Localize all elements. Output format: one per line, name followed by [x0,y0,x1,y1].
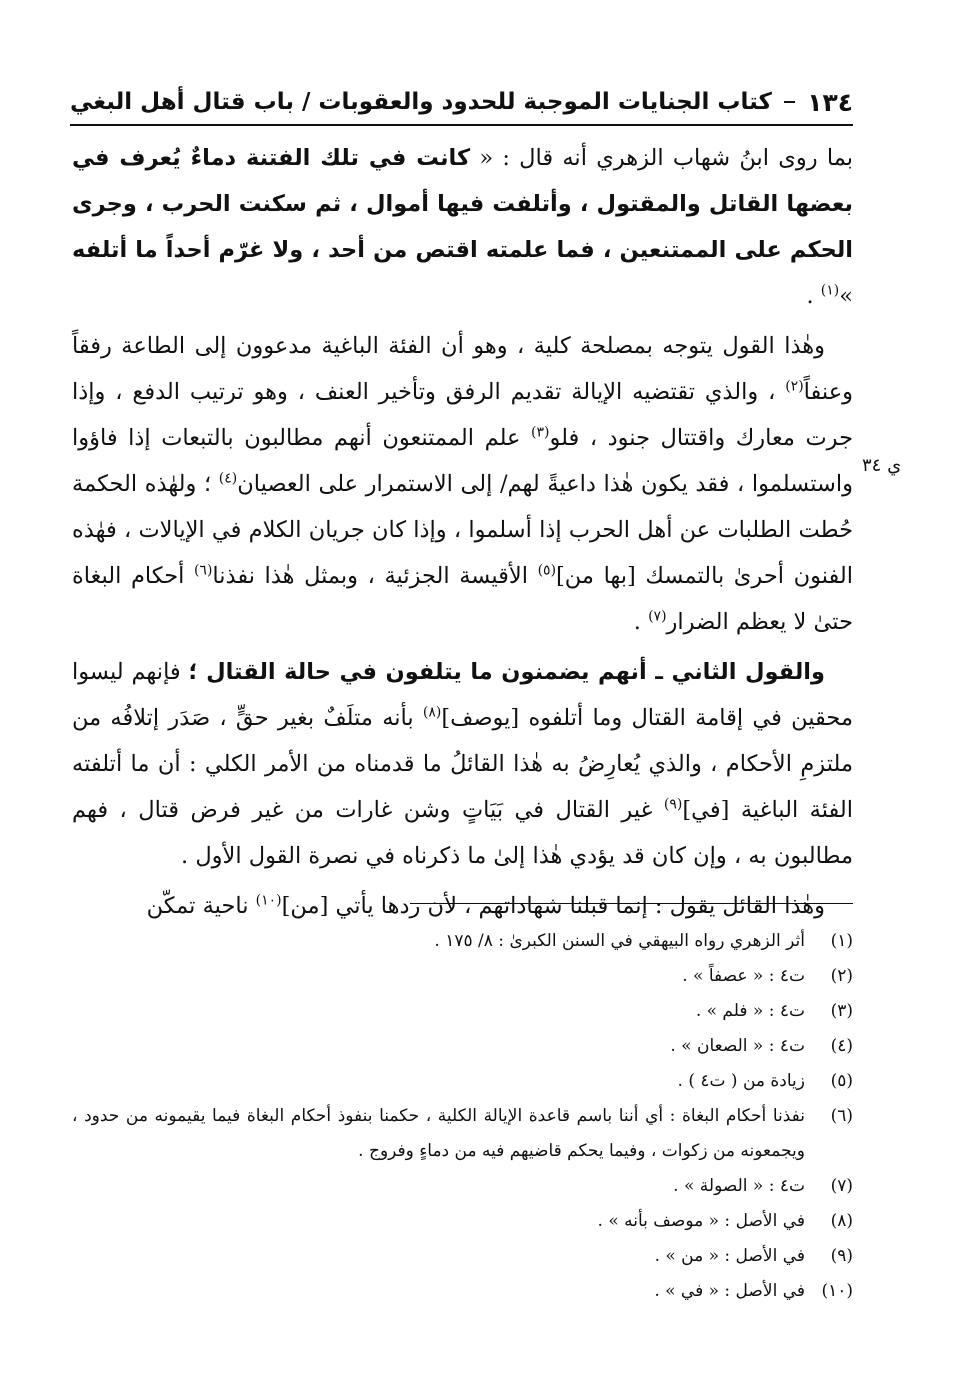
footnote-number: (٣) [830,1001,853,1021]
footnote-text: ت٤ : « عصفاً » . [682,966,805,986]
footnote-item [72,1274,853,1309]
footnote-number: (١) [830,931,853,951]
page-number: ١٣٤ [807,87,853,117]
text-run: فإنهم ليسوا محقين في إقامة القتال وما أتلفوه [يوصف] [72,659,854,731]
footnote-text: في الأصل : « في » . [654,1281,805,1301]
footnote-number: (٨) [830,1211,853,1231]
text-run: وهٰذا القائل يقول : إنما قبلنا شهاداتهم ، لأن ردها يأتي [من] [281,893,825,919]
footnote-item [72,1029,853,1064]
footnote-item [72,1204,853,1239]
footnote-text: في الأصل : « موصف بأنه » . [597,1211,805,1231]
text-run: . [633,609,649,635]
footnote-item [72,924,853,959]
footnote-ref-7: (٧) [648,608,667,625]
paragraph-2 [72,323,853,645]
text-run: وهٰذا القول يتوجه بمصلحة كلية ، وهو أن الفئة الباغية مدعوون إلى الطاعة رفقاً وعنفاً [72,333,853,405]
footnote-item [72,1239,853,1274]
footnote-text: ت٤ : « الصعان » . [670,1036,805,1056]
footnote-ref-8: (٨) [422,704,442,721]
footnote-ref-10: (١٠) [255,892,282,909]
footnote-text: نفذنا أحكام البغاة : أي أننا باسم قاعدة الإيالة الكلية ، حكمنا بنفوذ أحكام البغاة فيما يقيمونه من حدود ، ويجمعونه من زكوات ، وفيما يحكم قاضيهم فيه من دماءٍ وفروج . [72,1106,805,1161]
margin-page-reference: ي ٣٤ [862,455,902,476]
text-run: الأقيسة الجزئية ، وبمثل هٰذا نفذنا [212,563,538,589]
footnote-ref-3: (٣) [531,424,550,441]
footnote-item [72,959,853,994]
footnotes [72,924,853,1309]
text-run: ؛ ولهٰذه الحكمة حُطت الطلبات عن أهل الحرب إذا أسلموا ، وإذا كان جريان الكلام في الإيالات ، فهٰذه الفنون أحرىٰ بالتمسك [بها من] [72,471,854,589]
footnote-ref-2: (٢) [785,378,804,395]
paragraph-1 [72,135,853,319]
paragraph-4 [72,883,853,929]
text-run: علم الممتنعون أنهم مطالبون بالتبعات إذا فاؤوا واستسلموا ، فقد يكون هٰذا داعيةً لهم/ إلى الاستمرار على العصيان [72,425,853,497]
running-header [70,82,853,122]
footnote-number: (٩) [830,1246,853,1266]
footnote-ref-6: (٦) [193,562,213,579]
footnote-item [72,994,853,1029]
footnote-number: (٢) [830,966,853,986]
footnote-separator [410,903,853,904]
footnote-ref-4: (٤) [218,470,238,487]
footnote-item [72,1099,853,1169]
main-text [72,135,853,933]
paragraph-3 [72,649,853,879]
text-run: بأنه متلَفٌ بغير حقٍّ ، صَدَر إتلافُه من ملتزمِ الأحكام ، والذي يُعارِضُ به هٰذا القائلُ ما قدمناه من الأمر الكلي : أن ما أتلفته الفئة الباغية [في] [72,705,853,823]
footnote-item [72,1064,853,1099]
footnote-text: زيادة من ( ت٤ ) . [677,1071,805,1091]
footnote-text: أثر الزهري رواه البيهقي في السنن الكبرىٰ : ٨/ ١٧٥ . [434,931,805,951]
text-run: ، والذي تقتضيه الإيالة تقديم الرفق وتأخير العنف ، وهو ترتيب الدفع ، وإذا جرت معارك واقتتال جنود ، فلو [72,379,853,451]
text-run: بما روى ابنُ شهاب الزهري أنه قال : « [470,145,853,171]
footnote-number: (١٠) [821,1281,853,1301]
text-run: » [839,283,853,309]
section-lead-bold: والقول الثاني ـ أنهم يضمنون ما يتلفون في حالة القتال ؛ [188,659,825,685]
footnote-ref-1: (١) [820,282,840,299]
text-run: أحكام البغاة حتىٰ لا يعظم الضرار [72,563,853,635]
header-rule [70,124,853,126]
footnote-number: (٦) [830,1106,853,1126]
quote-bold: كانت في تلك الفتنة دماءٌ يُعرف في بعضها القاتل والمقتول ، وأتلفت فيها أموال ، ثم سكنت الحرب ، وجرى الحكم على الممتنعين ، فما علمته اقتص من أحد ، ولا غرّم أحداً ما أتلفه [72,145,853,263]
footnote-number: (٤) [830,1036,853,1056]
footnote-text: ت٤ : « الصولة » . [673,1176,805,1196]
text-run: . [806,283,821,309]
footnote-text: ت٤ : « فلم » . [695,1001,805,1021]
footnote-ref-5: (٥) [537,562,557,579]
text-run: غير القتال في بَيَاتٍ وشن غارات من غير فرض قتال ، فهم مطالبون به ، وإن كان قد يؤدي هٰذا إلىٰ ما ذكرناه في نصرة القول الأول . [72,797,853,869]
text-run: ناحية تمكّن [146,893,256,919]
header-dash [784,101,795,103]
footnote-number: (٧) [830,1176,853,1196]
footnote-ref-9: (٩) [663,796,683,813]
header-title: كتاب الجنايات الموجبة للحدود والعقوبات / باب قتال أهل البغي [70,89,772,115]
footnote-text: في الأصل : « من » . [654,1246,805,1266]
footnote-item [72,1169,853,1204]
footnote-number: (٥) [830,1071,853,1091]
